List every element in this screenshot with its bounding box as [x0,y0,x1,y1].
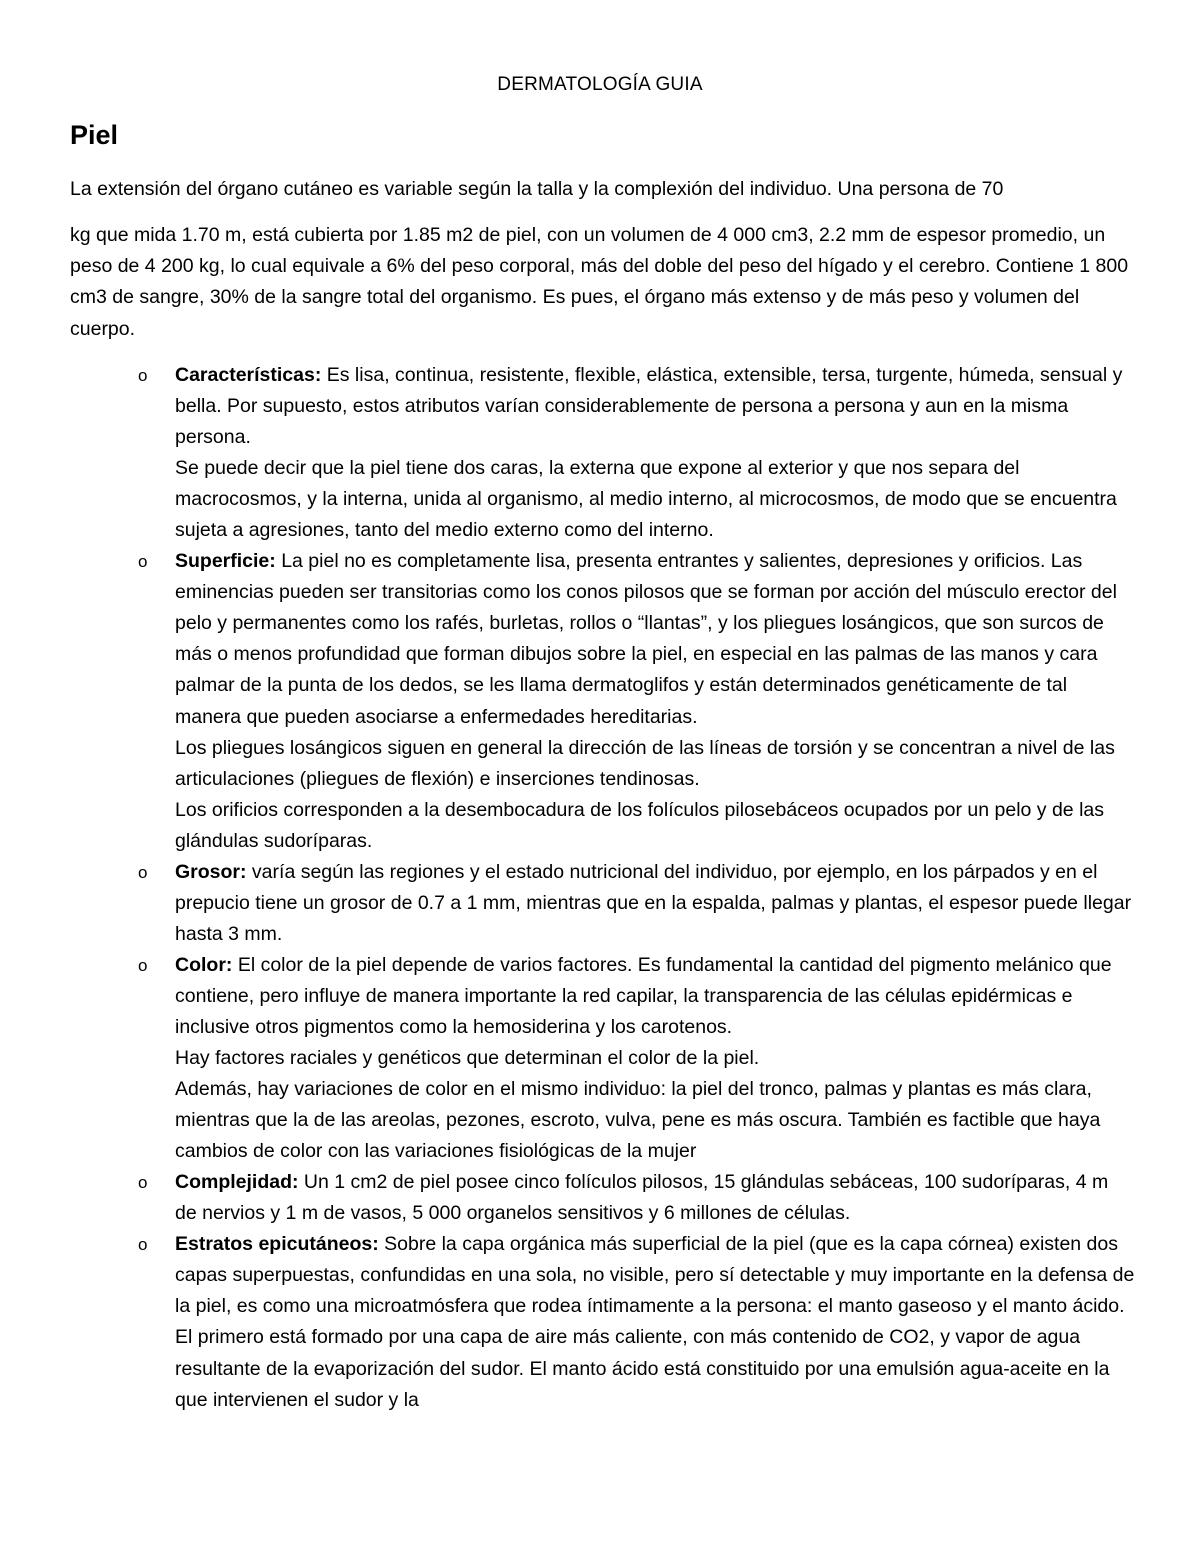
bullet-label: Color: [175,953,233,976]
bullet-text: El color de la piel depende de varios factores. Es fundamental la cantidad del pigmento melánico que contiene, pero influye de manera importante la red capilar, la transparencia de las células epidérmicas e inclusive otros pigmentos como la hemosiderina y los carotenos. [175,953,1112,1038]
section-heading: Piel [70,120,119,150]
bullet-marker-icon: o [138,862,148,882]
bullet-label: Grosor: [175,860,247,883]
bullet-subparagraph: Los pliegues losángicos siguen en general la dirección de las líneas de torsión y se concentran a nivel de las articulaciones (pliegues de flexión) e inserciones tendinosas. [175,736,1115,790]
bullet-marker-icon: o [138,1173,148,1193]
bullet-subparagraph: Se puede decir que la piel tiene dos caras, la externa que expone al exterior y que nos separa del macrocosmos, y la interna, unida al organismo, al medio interno, al microcosmos, de modo que se encuentra sujeta a agresiones, tanto del medio externo como del interno. [175,457,1117,542]
bullet-subparagraph: Hay factores raciales y genéticos que determinan el color de la piel. [175,1047,760,1070]
bullet-color [0,950,1135,1167]
bullet-estratos-epicutaneos [0,1229,1135,1415]
bullet-text: La piel no es completamente lisa, presenta entrantes y salientes, depresiones y orificios. Las eminencias pueden ser transitorias como los conos pilosos que se forman por acción del músculo erector del pelo y permanentes como los rafés, burletas, rollos o “llantas”, y los pliegues losángicos, que son surcos de más o menos profundidad que forman dibujos sobre la piel, en especial en las palmas de las manos y cara palmar de la punta de los dedos, se les llama dermatoglifos y están determinados genéticamente de tal manera que pueden asociarse a enfermedades hereditarias. [175,550,1117,728]
bullet-subparagraph: Además, hay variaciones de color en el mismo individuo: la piel del tronco, palmas y plantas es más clara, mientras que la de las areolas, pezones, escroto, vulva, pene es más oscura. También es factible que haya cambios de color con las variaciones fisiológicas de la mujer [175,1078,1101,1163]
intro-paragraph: kg que mida 1.70 m, está cubierta por 1.85 m2 de piel, con un volumen de 4 000 cm3, 2.2 mm de espesor promedio, un peso de 4 200 kg, lo cual equivale a 6% del peso corporal, más del doble del peso del hígado y el cerebro. Contiene 1 800 cm3 de sangre, 30% de la sangre total del organismo. Es pues, el órgano más extenso y de más peso y volumen del cuerpo. [70,224,1129,340]
bullet-label: Complejidad: [175,1171,299,1194]
bullet-label: Características: [175,364,322,386]
bullet-caracteristicas [0,360,1135,546]
bullet-list [0,360,1200,1416]
bullet-subparagraph: Los orificios corresponden a la desembocadura de los folículos pilosebáceos ocupados por un pelo y de las glándulas sudoríparas. [175,798,1104,852]
bullet-marker-icon: o [138,552,148,572]
bullet-text: Sobre la capa orgánica más superficial de la piel (que es la capa córnea) existen dos capas superpuestas, confundidas en una sola, no visible, pero sí detectable y muy importante en la defensa de la piel, es como una microatmósfera que rodea íntimamente a la persona: el manto gaseoso y el manto ácido. El primero está formado por una capa de aire más caliente, con más contenido de CO2, y vapor de agua resultante de la evaporización del sudor. El manto ácido está constituido por una emulsión agua-aceite en la que intervienen el sudor y la [175,1233,1135,1411]
bullet-marker-icon: o [138,1235,148,1255]
bullet-complejidad [0,1167,1135,1229]
bullet-text: Un 1 cm2 de piel posee cinco folículos pilosos, 15 glándulas sebáceas, 100 sudoríparas, 4 m de nervios y 1 m de vasos, 5 000 organelos sensitivos y 6 millones de células. [175,1171,1109,1225]
bullet-text: Es lisa, continua, resistente, flexible, elástica, extensible, tersa, turgente, húmeda, sensual y bella. Por supuesto, estos atributos varían considerablemente de persona a persona y aun en la misma persona. [175,364,1123,449]
intro-paragraph-first-line: La extensión del órgano cutáneo es variable según la talla y la complexión del individuo. Una persona de 70 [70,178,1004,200]
bullet-label: Estratos epicutáneos: [175,1233,379,1256]
document-title: DERMATOLOGÍA GUIA [497,74,703,95]
bullet-marker-icon: o [138,366,148,385]
bullet-label: Superficie: [175,550,276,573]
bullet-superficie [0,546,1135,856]
bullet-grosor [0,857,1135,950]
bullet-marker-icon: o [138,955,148,975]
bullet-text: varía según las regiones y el estado nutricional del individuo, por ejemplo, en los párpados y en el prepucio tiene un grosor de 0.7 a 1 mm, mientras que en la espalda, palmas y plantas, el espesor puede llegar hasta 3 mm. [175,860,1132,945]
